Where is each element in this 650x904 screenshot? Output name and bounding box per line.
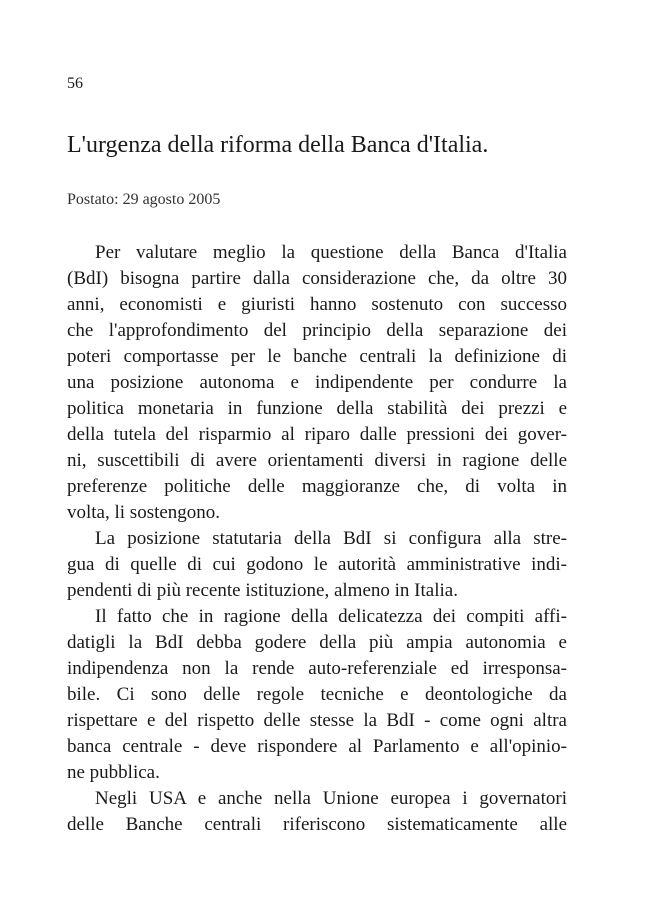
text-line: della tutela del risparmio al riparo dalle pressioni dei gover- [67, 424, 567, 445]
text-line: Negli USA e anche nella Unione europea i governatori [95, 788, 567, 809]
text-line: gua di quelle di cui godono le autorità amministrative indi- [67, 554, 567, 575]
text-line: rispettare e del rispetto delle stesse la BdI - come ogni altra [67, 710, 567, 731]
text-line: banca centrale - deve rispondere al Parlamento e all'opinio- [67, 736, 567, 757]
text-line: che l'approfondimento del principio della separazione dei [67, 320, 567, 341]
text-line: Per valutare meglio la questione della Banca d'Italia [95, 242, 567, 263]
text-line: delle Banche centrali riferiscono sistematicamente alle [67, 814, 567, 835]
text-line: (BdI) bisogna partire dalla considerazione che, da oltre 30 [67, 268, 567, 289]
text-line: poteri comportasse per le banche centrali la definizione di [67, 346, 567, 367]
page-number: 56 [67, 75, 83, 92]
text-line: La posizione statutaria della BdI si configura alla stre- [95, 528, 567, 549]
text-line: bile. Ci sono delle regole tecniche e deontologiche da [67, 684, 567, 705]
article-body [67, 240, 567, 838]
text-line: datigli la BdI debba godere della più ampia autonomia e [67, 632, 567, 653]
posted-date: Postato: 29 agosto 2005 [67, 191, 221, 208]
text-line: pendenti di più recente istituzione, almeno in Italia. [67, 580, 458, 601]
article-title: L'urgenza della riforma della Banca d'Italia. [67, 132, 489, 158]
text-line: Il fatto che in ragione della delicatezza dei compiti affi- [95, 606, 567, 627]
text-line: politica monetaria in funzione della stabilità dei prezzi e [67, 398, 567, 419]
text-line: una posizione autonoma e indipendente per condurre la [67, 372, 567, 393]
text-line: preferenze politiche delle maggioranze che, di volta in [67, 476, 567, 497]
text-line: ne pubblica. [67, 762, 160, 783]
text-line: anni, economisti e giuristi hanno sostenuto con successo [67, 294, 567, 315]
text-line: indipendenza non la rende auto-referenziale ed irresponsa- [67, 658, 567, 679]
text-line: ni, suscettibili di avere orientamenti diversi in ragione delle [67, 450, 567, 471]
text-line: volta, li sostengono. [67, 502, 221, 523]
